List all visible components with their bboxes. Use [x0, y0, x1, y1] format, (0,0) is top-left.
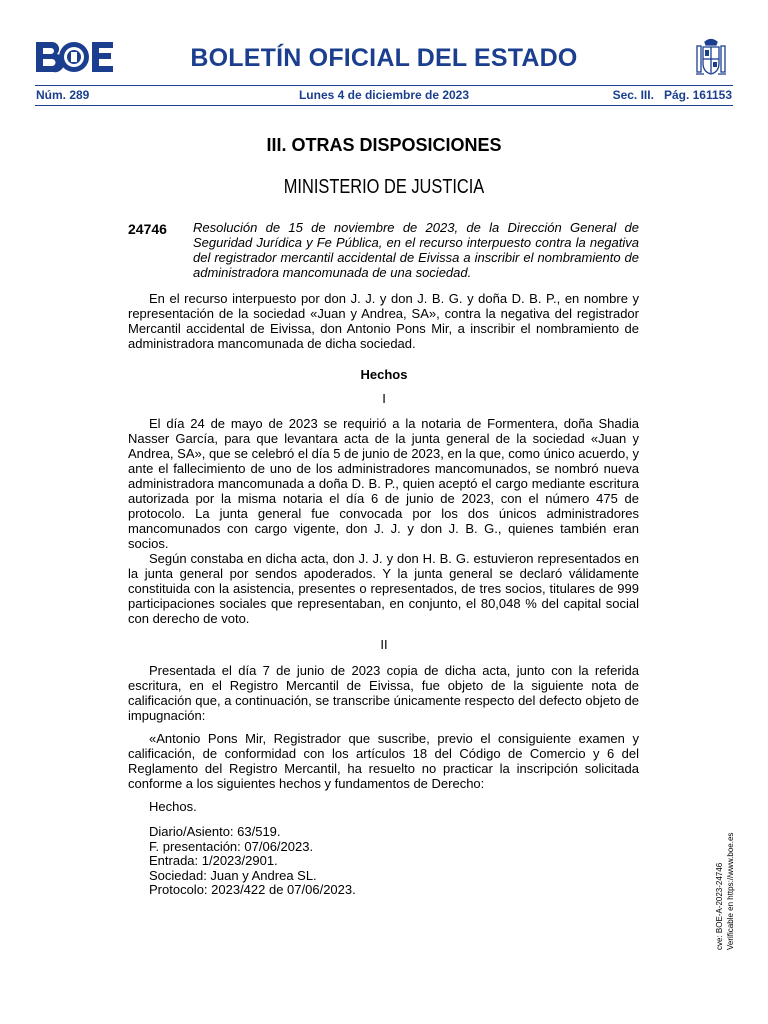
paragraph: El día 24 de mayo de 2023 se requirió a la notaria de Formentera, doña Shadia Nasser García, para que levantara acta de la junta general de la sociedad «Juan y Andrea, SA», que se celebró el día 5 de junio de 2023, en la que, como único acuerdo, y ante el fallecimiento de uno de los administradores mancomunados, se nombró nueva administradora mancomunada a doña D. B. P., quien aceptó el cargo mediante escritura autorizada por la misma notaria el día 6 de junio de 2023, con el número 475 de protocolo. La junta general fue convocada por los dos únicos administradores mancomunados con cargo vigente, don J. J. y don J. B. G., quienes también eran socios. [128, 416, 639, 551]
detail-item: Diario/Asiento: 63/519. [149, 824, 281, 839]
verification-sidebar [714, 810, 736, 950]
document-number: 24746 [128, 221, 167, 237]
details-list [149, 825, 356, 898]
paragraph: «Antonio Pons Mir, Registrador que suscribe, previo el consiguiente examen y calificación, de conformidad con los artículos 18 del Código de Comercio y 6 del Reglamento del Registro Mercantil, ha resuelto no practicar la inscripción solicitada conforme a los siguientes hechos y fundamentos de Derecho: [128, 731, 639, 791]
paragraph: Presentada el día 7 de junio de 2023 copia de dicha acta, junto con la referida escritura, en el Registro Mercantil de Eivissa, fue objeto de la siguiente nota de calificación que, a continuación, se transcribe únicamente respecto del defecto objeto de impugnación: [128, 663, 639, 723]
section-i-text [128, 416, 639, 626]
spain-coat-of-arms-icon [690, 36, 732, 78]
page-number: Pág. 161153 [663, 88, 732, 102]
bulletin-title: BOLETÍN OFICIAL DEL ESTADO [190, 44, 578, 72]
intro-paragraph-block [128, 291, 639, 351]
intro-paragraph: En el recurso interpuesto por don J. J. y don J. B. G. y doña D. B. P., en nombre y representación de la sociedad «Juan y Andrea, SA», contra la negativa del registrador Mercantil accidental de Eivissa, don Antonio Pons Mir, a inscribir el nombramiento de administradora mancomunada de dicha sociedad. [128, 291, 639, 351]
hechos-line: Hechos. [149, 799, 197, 814]
detail-item: F. presentación: 07/06/2023. [149, 838, 314, 854]
detail-item: Sociedad: Juan y Andrea SL. [149, 867, 317, 883]
hechos-line-block [149, 800, 197, 815]
verification-link[interactable]: Verificable en https://www.boe.es [726, 832, 735, 950]
header-rule-bottom [35, 105, 733, 106]
section-ii-text-b [128, 731, 639, 791]
hechos-heading: Hechos [360, 367, 408, 382]
document-summary: Resolución de 15 de noviembre de 2023, de la Dirección General de Seguridad Jurídica y Fe Pública, en el recurso interpuesto contra la negativa del registrador mercantil accidental de Eivissa a inscribir el nombramiento de administradora mancomunada de una sociedad. [193, 220, 639, 280]
detail-item: Entrada: 1/2023/2901. [149, 853, 278, 868]
section-i-numeral: I [382, 391, 386, 406]
section-ii-text-a [128, 663, 639, 723]
section-page-info [603, 88, 732, 102]
section-title: III. OTRAS DISPOSICIONES [266, 135, 502, 155]
section-ii-numeral: II [380, 637, 388, 652]
issue-date: Lunes 4 de diciembre de 2023 [298, 88, 470, 102]
header-rule-top [35, 85, 733, 86]
cve-code: cve: BOE-A-2023-24746 [715, 862, 724, 950]
ministry-title: MINISTERIO DE JUSTICIA [283, 176, 485, 198]
paragraph: Según constaba en dicha acta, don J. J. y don H. B. G. estuvieron representados en la junta general por sendos apoderados. Y la junta general se declaró válidamente constituida con la asistencia, presentes o representados, de tres socios, titulares de 999 participaciones sociales que representaban, en conjunto, el 80,048 % del capital social con derecho de voto. [128, 551, 639, 626]
issue-number: Núm. 289 [36, 88, 90, 102]
detail-item: Protocolo: 2023/422 de 07/06/2023. [149, 882, 356, 897]
section-label: Sec. III. [612, 88, 654, 102]
